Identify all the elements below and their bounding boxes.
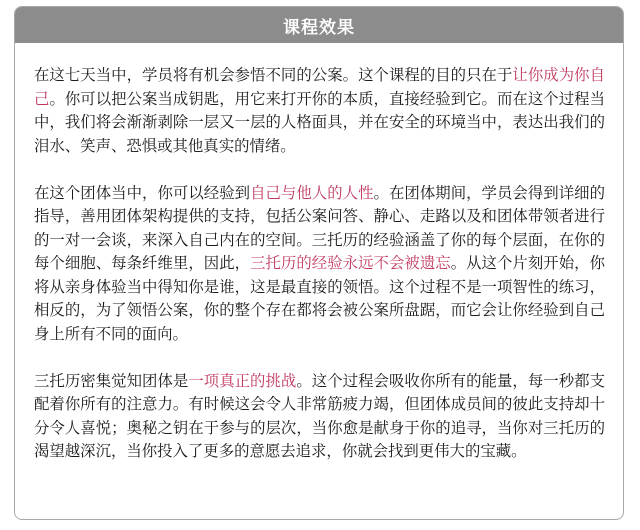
card-body — [15, 43, 623, 464]
paragraph — [34, 64, 605, 158]
highlight-text: 一项真正的挑战 — [188, 371, 297, 390]
paragraph — [34, 182, 605, 347]
highlight-text: 自己与他人的人性 — [250, 183, 374, 202]
course-effect-card — [14, 6, 624, 520]
paragraph-text: 。从这个片刻开始，你将从亲身体验当中得知你是谁，这是最直接的领悟。这个过程不是一项智性的练习，相反的，为了领悟公案，你的整个存在都将会被公案所盘踞，而它会让你经验到自己身上所有不同的面向。 — [34, 254, 605, 343]
paragraph-text: 在这个团体当中，你可以经验到 — [34, 183, 251, 202]
highlight-text: 三托历的经验永远不会被遗忘 — [250, 254, 451, 272]
highlight-text: 让你成为你自己 — [34, 66, 605, 108]
paragraph-text: 三托历密集觉知团体是 — [34, 371, 189, 390]
paragraph — [34, 370, 605, 464]
paragraph-text: 。在团体期间，学员会得到详细的指导，善用团体架构提供的支持，包括公案问答、静心、走路以及和团体带领者进行的一对一会谈，来深入自己内在的空间。三托历的经验涵盖了你的每个层面，在你的每个细胞、每条纤维里，因此， — [34, 183, 605, 272]
paragraph-text: 。你可以把公案当成钥匙，用它来打开你的本质，直接经验到它。而在这个过程当中，我们将会渐渐剥除一层又一层的人格面具，并在安全的环境当中，表达出我们的泪水、笑声、恐惧或其他真实的情绪。 — [34, 89, 605, 155]
paragraph-text: 。这个过程会吸收你所有的能量，每一秒都支配着你所有的注意力。有时候这会令人非常筋疲力竭，但团体成员间的彼此支持却十分令人喜悦；奥秘之钥在于参与的层次，当你愈是献身于你的追寻，当你对三托历的渴望越深沉，当你投入了更多的意愿去追求，你就会找到更伟大的宝藏。 — [34, 371, 605, 460]
paragraph-text: 在这七天当中，学员将有机会参悟不同的公案。这个课程的目的只在于 — [34, 66, 513, 84]
card-title: 课程效果 — [283, 17, 355, 38]
card-header — [15, 7, 623, 43]
